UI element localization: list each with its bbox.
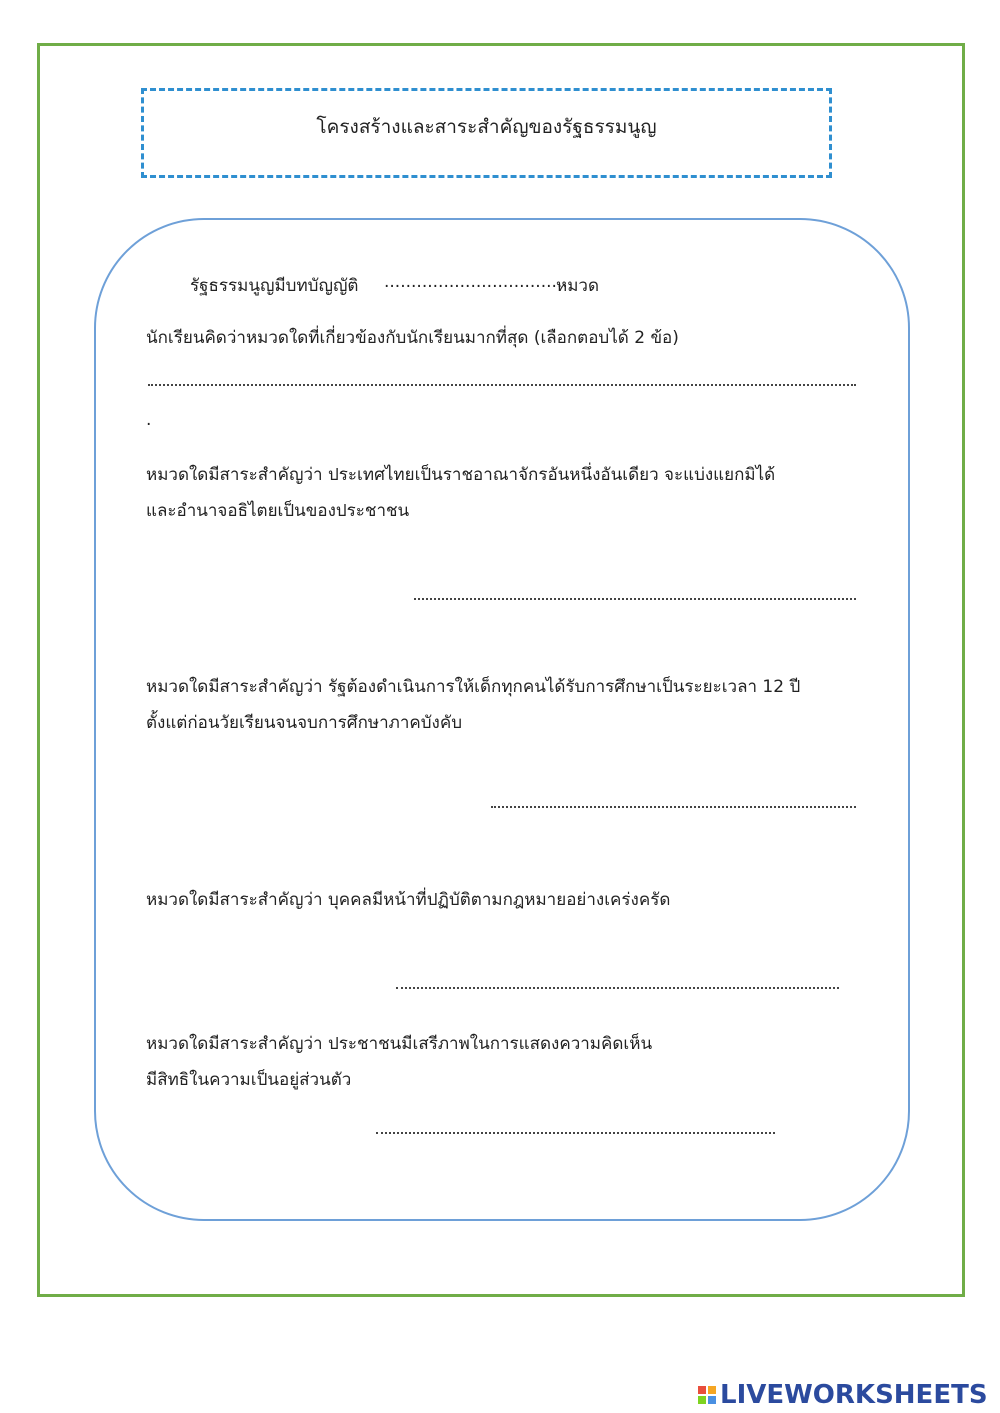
question-2-line1: หมวดใดมีสาระสำคัญว่า รัฐต้องดำเนินการให้เด็กทุกคนได้รับการศึกษาเป็นระยะเวลา 12 ปี bbox=[146, 677, 801, 697]
question-1-line2: และอำนาจอธิไตยเป็นของประชาชน bbox=[146, 501, 410, 521]
question-2-line2: ตั้งแต่ก่อนวัยเรียนจนจบการศึกษาภาคบังคับ bbox=[146, 713, 463, 733]
question-4-line2: มีสิทธิในความเป็นอยู่ส่วนตัว bbox=[146, 1070, 352, 1090]
logo-block bbox=[698, 1386, 706, 1394]
logo-text: LIVEWORKSHEETS bbox=[720, 1380, 988, 1410]
title-box bbox=[141, 88, 832, 178]
question-4-line1: หมวดใดมีสาระสำคัญว่า ประชาชนมีเสรีภาพในการแสดงความคิดเห็น bbox=[146, 1034, 653, 1054]
answer-line-3[interactable] bbox=[396, 987, 839, 989]
logo-block bbox=[708, 1396, 716, 1404]
trailing-dot: . bbox=[146, 410, 152, 430]
intro-question: นักเรียนคิดว่าหมวดใดที่เกี่ยวข้องกับนักเรียนมากที่สุด (เลือกตอบได้ 2 ข้อ) bbox=[146, 328, 679, 348]
chapter-count-blank[interactable]: .................................. bbox=[384, 272, 568, 292]
liveworksheets-logo bbox=[698, 1380, 988, 1410]
chapter-unit-label: หมวด bbox=[556, 276, 599, 296]
intro-label: รัฐธรรมนูญมีบทบัญญัติ bbox=[190, 276, 359, 296]
logo-mark-icon bbox=[698, 1386, 716, 1404]
worksheet-title: โครงสร้างและสาระสำคัญของรัฐธรรมนูญ bbox=[316, 116, 657, 138]
question-1-line1: หมวดใดมีสาระสำคัญว่า ประเทศไทยเป็นราชอาณาจักรอันหนึ่งอันเดียว จะแบ่งแยกมิได้ bbox=[146, 465, 776, 485]
answer-line-2[interactable] bbox=[491, 806, 856, 808]
question-3-line1: หมวดใดมีสาระสำคัญว่า บุคคลมีหน้าที่ปฏิบัติตามกฎหมายอย่างเคร่งครัด bbox=[146, 890, 671, 910]
answer-line-intro[interactable] bbox=[148, 384, 856, 386]
answer-line-4[interactable] bbox=[376, 1132, 775, 1134]
answer-line-1[interactable] bbox=[414, 598, 856, 600]
logo-block bbox=[698, 1396, 706, 1404]
logo-block bbox=[708, 1386, 716, 1394]
